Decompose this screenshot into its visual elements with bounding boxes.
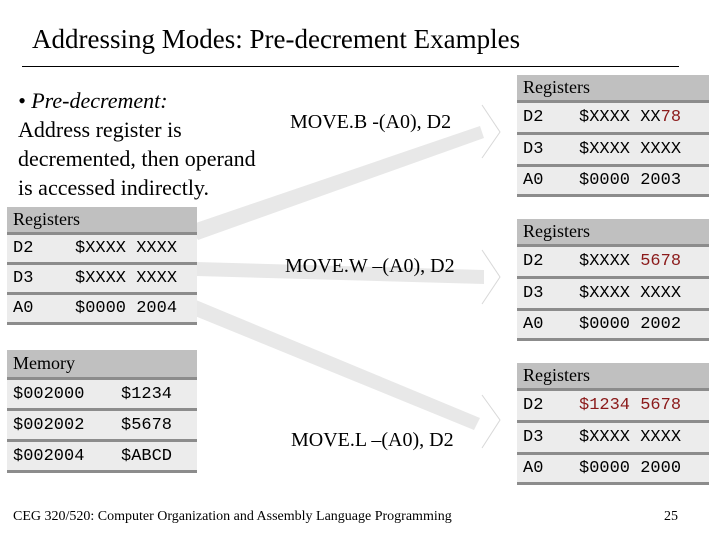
register-value-low: XXXX: [640, 428, 682, 447]
register-name: D2: [523, 108, 544, 127]
instruction-word: MOVE.W –(A0), D2: [285, 255, 455, 277]
memory-value: $ABCD: [121, 446, 173, 466]
register-row: [517, 423, 709, 455]
bullet-line-1: Address register is: [18, 117, 182, 142]
register-value-unchanged: XX: [640, 108, 661, 127]
register-value-high: $0000: [579, 171, 631, 190]
memory-row: [7, 442, 197, 473]
register-value-high: $XXXX: [579, 108, 631, 127]
memory-row: [7, 411, 197, 442]
register-name: A0: [523, 315, 544, 334]
register-name: D2: [523, 252, 544, 271]
bullet-line-3: is accessed indirectly.: [18, 175, 209, 200]
result-registers-header: Registers: [517, 75, 709, 103]
page-number: 25: [664, 509, 678, 524]
register-value-high: $0000: [579, 459, 631, 478]
arrow-to-result-3: [190, 300, 480, 430]
register-row: [517, 247, 709, 279]
instruction-byte: MOVE.B -(A0), D2: [290, 111, 452, 133]
register-name: D2: [523, 396, 544, 415]
register-value: $0000 2004: [75, 299, 178, 318]
result-registers-header: Registers: [517, 219, 709, 247]
register-name: D3: [523, 284, 544, 303]
register-value-low: 2003: [640, 171, 682, 190]
result-registers-header: Registers: [517, 363, 709, 391]
instruction-long: MOVE.L –(A0), D2: [291, 429, 454, 451]
register-name: D3: [523, 428, 544, 447]
register-row: [517, 279, 709, 311]
register-value: $XXXX XXXX: [75, 239, 178, 258]
register-name: A0: [523, 171, 544, 190]
register-value-changed: 5678: [640, 252, 682, 271]
register-value-high: $XXXX: [579, 252, 631, 271]
register-value-low: 2002: [640, 315, 682, 334]
register-name: D3: [523, 140, 544, 159]
register-value-high: $XXXX: [579, 284, 631, 303]
bullet-line-2: decremented, then operand: [18, 146, 256, 171]
arrow-to-result-1: [190, 126, 484, 240]
register-value-high: $XXXX: [579, 140, 631, 159]
register-value-high: $0000: [579, 315, 631, 334]
register-row: [517, 455, 709, 485]
footer-course: CEG 320/520: Computer Organization and Assembly Language Programming: [13, 509, 452, 524]
slide-title: Addressing Modes: Pre-decrement Examples: [32, 24, 521, 54]
register-name: A0: [13, 299, 34, 318]
memory-header: Memory: [7, 350, 197, 380]
register-row: [517, 391, 709, 423]
register-value-changed: 78: [660, 108, 682, 127]
memory-address: $002002: [13, 415, 85, 435]
memory-address: $002000: [13, 384, 85, 404]
register-row: [7, 235, 197, 265]
register-value: $XXXX XXXX: [75, 269, 178, 288]
register-value-low: XXXX: [640, 284, 682, 303]
memory-row: [7, 380, 197, 411]
memory-value: $5678: [121, 415, 173, 435]
register-value-high: $XXXX: [579, 428, 631, 447]
register-row: [517, 103, 709, 135]
register-row: [7, 265, 197, 295]
register-row: [517, 167, 709, 197]
memory-address: $002004: [13, 446, 85, 466]
register-value-low: XXXX: [640, 140, 682, 159]
register-value-low: 2000: [640, 459, 682, 478]
register-row: [517, 311, 709, 341]
register-value-changed: $1234 5678: [579, 396, 682, 415]
register-name: D3: [13, 269, 34, 288]
register-row: [517, 135, 709, 167]
register-name: D2: [13, 239, 34, 258]
register-name: A0: [523, 459, 544, 478]
bullet-term: • Pre-decrement:: [18, 88, 168, 113]
memory-value: $1234: [121, 384, 173, 404]
initial-registers-header: Registers: [7, 207, 197, 235]
register-row: [7, 295, 197, 325]
